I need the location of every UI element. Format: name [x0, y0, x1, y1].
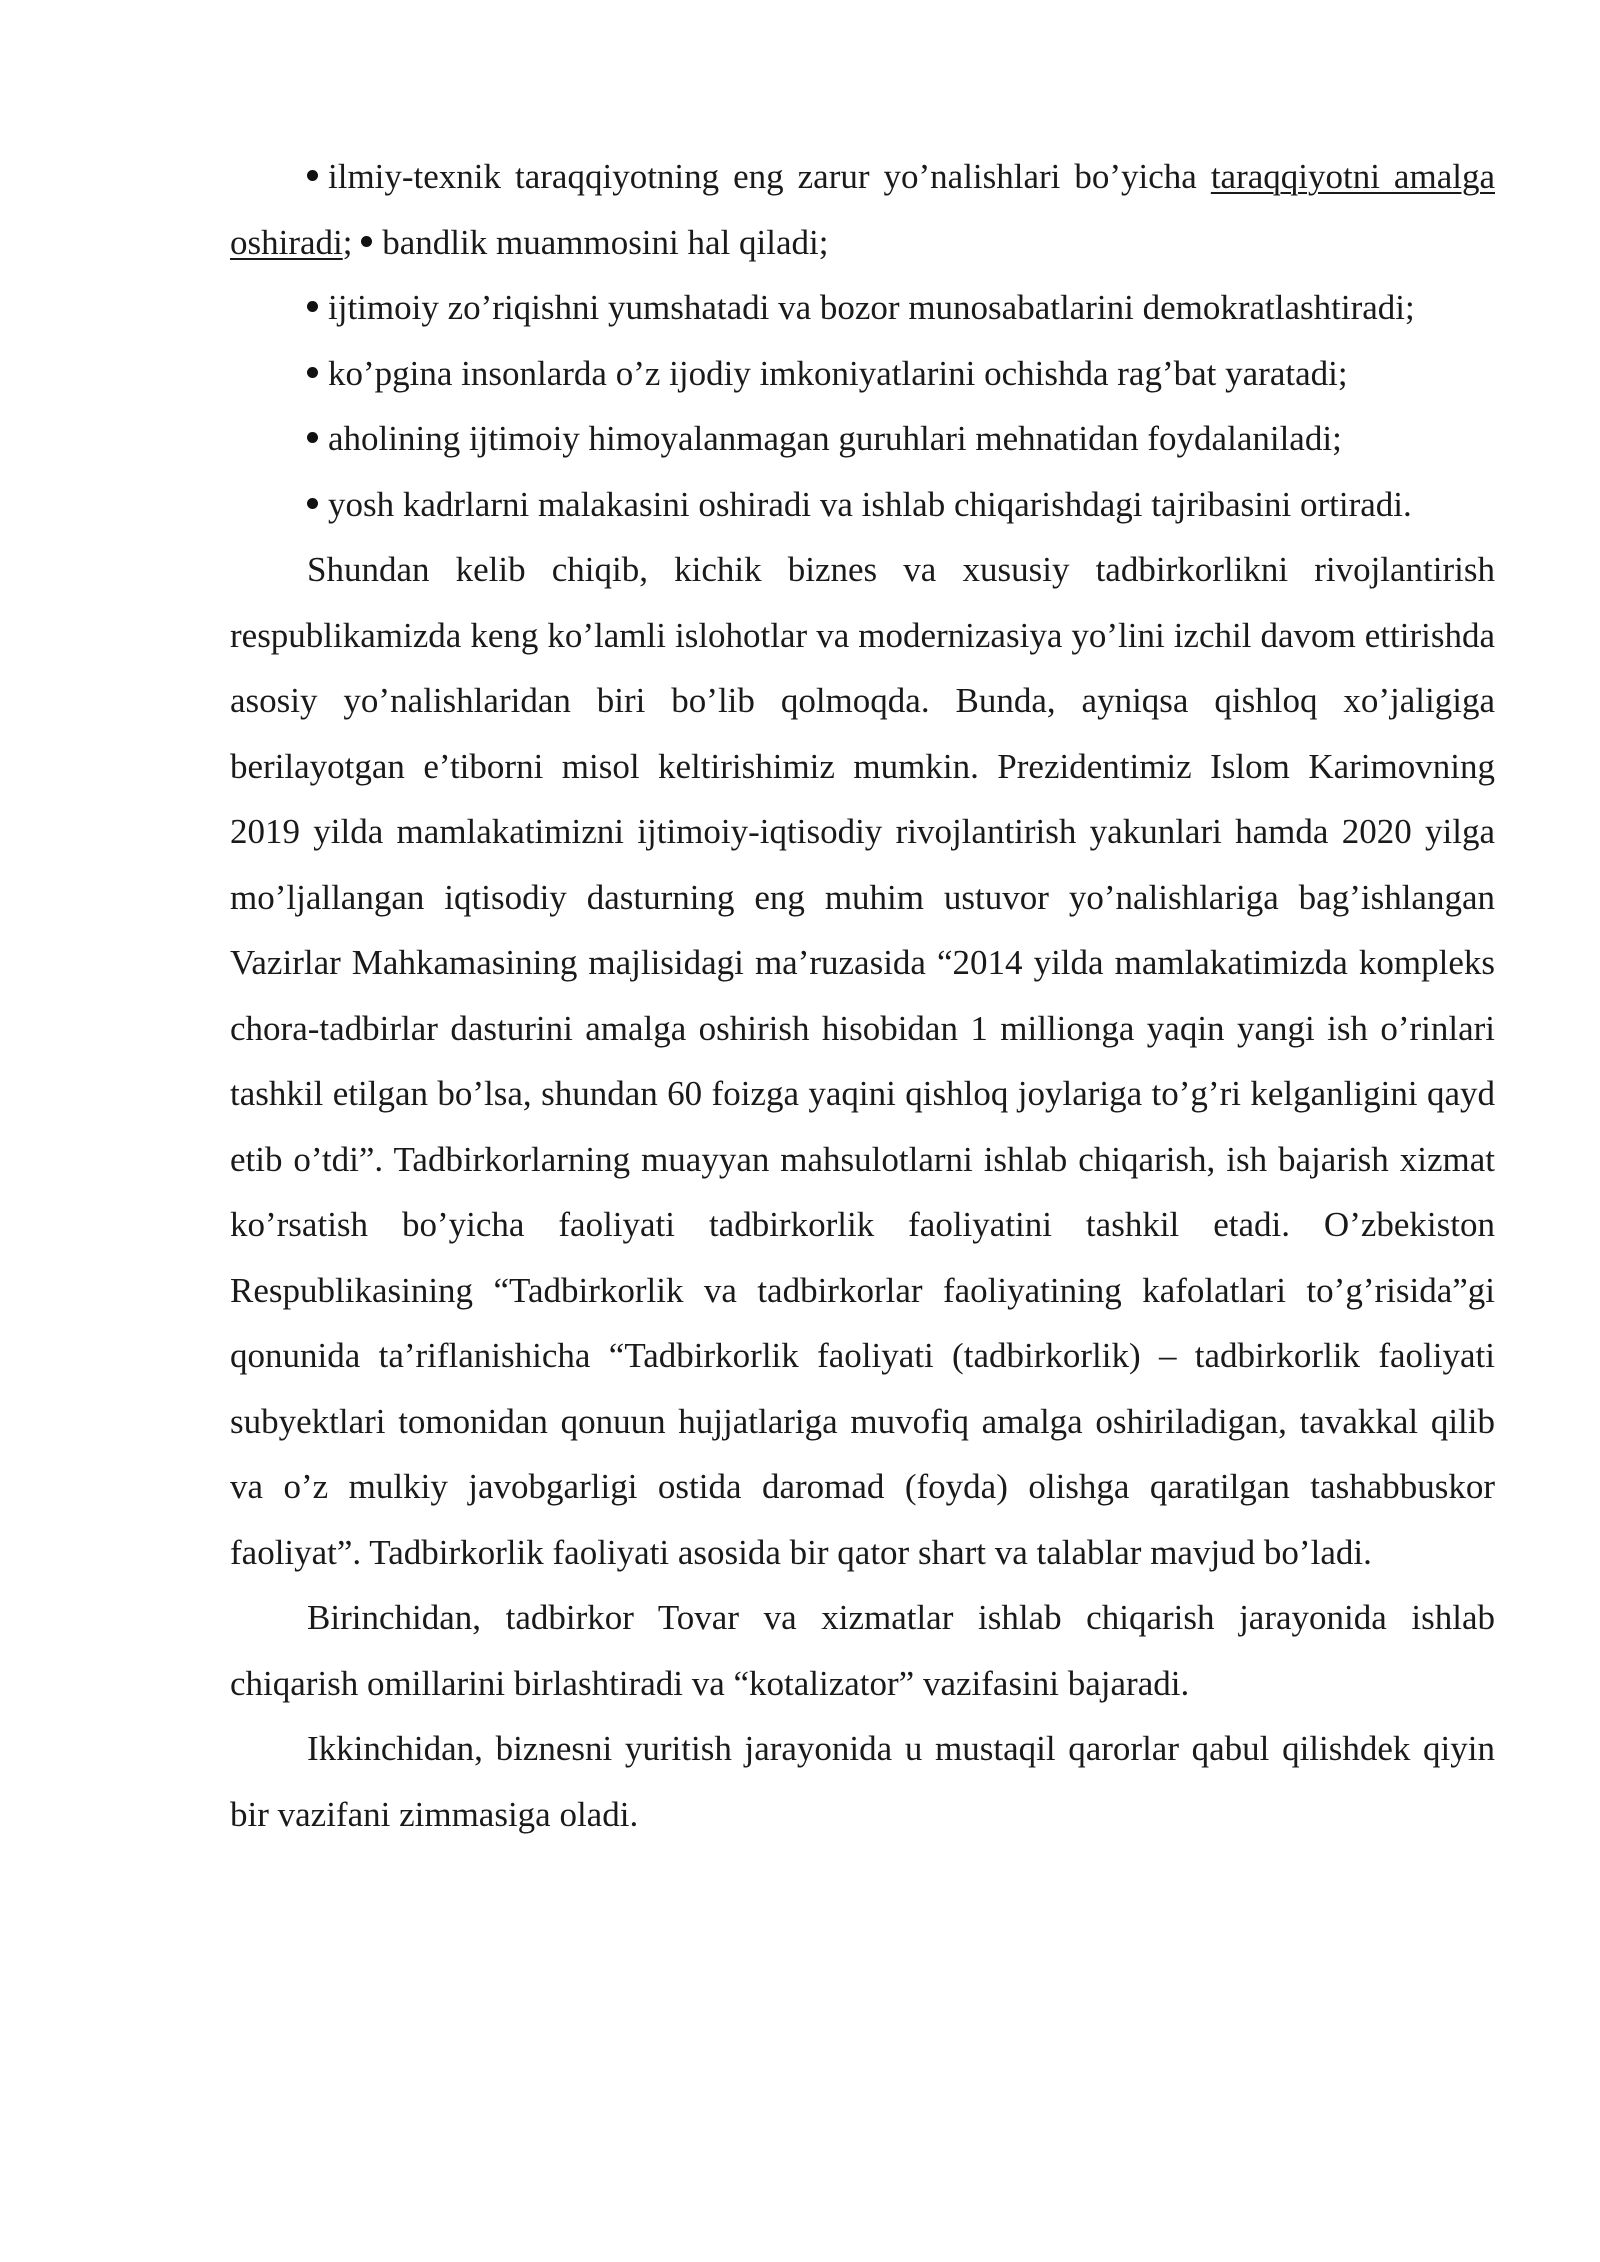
- bullet-icon: [307, 432, 318, 443]
- bullet-item: [230, 275, 1495, 341]
- bullet-icon: [307, 367, 318, 378]
- bullet-item-first: [230, 144, 1495, 275]
- bullet-icon: [361, 236, 372, 247]
- document-page: [230, 144, 1495, 1847]
- underlined-phrase: taraqqiyotni amalga oshiradi: [230, 157, 1495, 262]
- bullet-text: aholining ijtimoiy himoyalanmagan guruhlari mehnatidan foydalaniladi;: [328, 419, 1342, 458]
- body-paragraph: Birinchidan, tadbirkor Tovar va xizmatlar ishlab chiqarish jarayonida ishlab chiqarish omillarini birlashtiradi va “kotalizator” vazifasini bajaradi.: [230, 1598, 1495, 1703]
- body-paragraph: Shundan kelib chiqib, kichik biznes va xususiy tadbirkorlikni rivojlantirish respublikamizda keng ko’lamli islohotlar va modernizasiya yo’lini izchil davom ettirishda asosiy yo’nalishlaridan biri bo’lib qolmoqda. Bunda, ayniqsa qishloq xo’jaligiga berilayotgan e’tiborni misol keltirishimiz mumkin. Prezidentimiz Islom Karimovning 2019 yilda mamlakatimizni ijtimoiy-iqtisodiy rivojlantirish yakunlari hamda 2020 yilga mo’ljallangan iqtisodiy dasturning eng muhim ustuvor yo’nalishlariga bag’ishlangan Vazirlar Mahkamasining majlisidagi ma’ruzasida “2014 yilda mamlakatimizda kompleks chora-tadbirlar dasturini amalga oshirish hisobidan 1 millionga yaqin yangi ish o’rinlari tashkil etilgan bo’lsa, shundan 60 foizga yaqini qishloq joylariga to’g’ri kelganligini qayd etib o’tdi”. Tadbirkorlarning muayyan mahsulotlarni ishlab chiqarish, ish bajarish xizmat ko’rsatish bo’yicha faoliyati tadbirkorlik faoliyatini tashkil etadi. O’zbekiston Respublikasining “Tadbirkorlik va tadbirkorlar faoliyatining kafolatlari to’g’risida”gi qonunida ta’riflanishicha “Tadbirkorlik faoliyati (tadbirkorlik) – tadbirkorlik faoliyati subyektlari tomonidan qonuun hujjatlariga muvofiq amalga oshiriladigan, tavakkal qilib va o’z mulkiy javobgarligi ostida daromad (foyda) olishga qaratilgan tashabbuskor faoliyat”. Tadbirkorlik faoliyati asosida bir qator shart va talablar mavjud bo’ladi.: [230, 550, 1495, 1572]
- bullet-icon: [307, 498, 318, 509]
- body-paragraph: Ikkinchidan, biznesni yuritish jarayonida u mustaqil qarorlar qabul qilishdek qiyin bir vazifani zimmasiga oladi.: [230, 1729, 1495, 1834]
- bullet-icon: [307, 170, 318, 181]
- bullet-text: yosh kadrlarni malakasini oshiradi va ishlab chiqarishdagi tajribasini ortiradi.: [328, 484, 1412, 524]
- bullet-text: ijtimoiy zo’riqishni yumshatadi va bozor munosabatlarini demokratlashtiradi;: [328, 288, 1415, 327]
- bullet-item: [230, 472, 1495, 538]
- bullet-text: ilmiy-texnik taraqqiyotning eng zarur yo’nalishlari bo’yicha: [328, 157, 1211, 196]
- bullet-text: ko’pgina insonlarda o’z ijodiy imkoniyatlarini ochishda rag’bat yaratadi;: [328, 353, 1348, 393]
- bullet-item: [230, 406, 1495, 472]
- bullet-separator: ;: [342, 222, 353, 262]
- bullet-icon: [307, 301, 318, 312]
- bullet-item: [230, 341, 1495, 407]
- bullet-text: bandlik muammosini hal qiladi;: [382, 222, 829, 262]
